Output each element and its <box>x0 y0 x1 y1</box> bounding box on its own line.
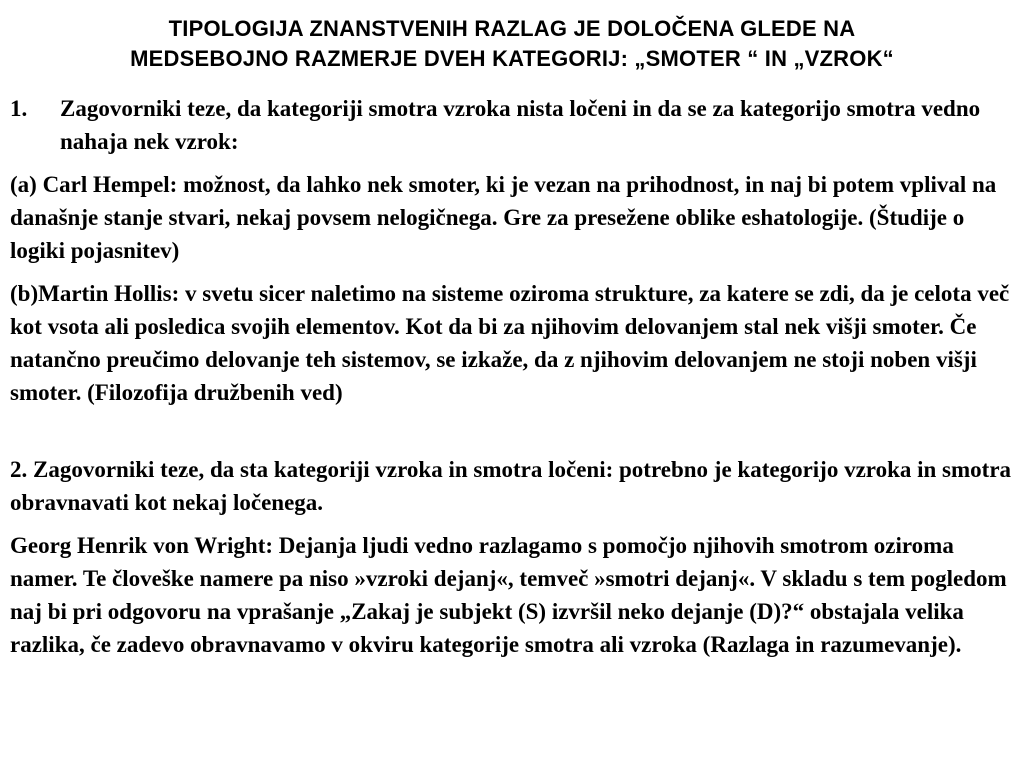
spacer <box>10 419 1014 453</box>
point-1 <box>10 92 1014 158</box>
slide-title <box>0 14 1024 74</box>
slide-body <box>10 92 1014 671</box>
paragraph-von-wright: Georg Henrik von Wright: Dejanja ljudi vedno razlagamo s pomočjo njihovih smotrom oziroma namer. Te človeške namere pa niso »vzroki dejanj«, temveč »smotri dejanj«. V skladu s tem pogledom naj bi pri odgovoru na vprašanje „Zakaj je subjekt (S) izvršil neko dejanje (D)?“ obstajala velika razlika, če zadevo obravnavamo v okviru kategorije smotra ali vzroka (Razlaga in razumevanje). <box>10 533 1007 657</box>
title-line-1: TIPOLOGIJA ZNANSTVENIH RAZLAG JE DOLOČENA GLEDE NA <box>168 16 856 41</box>
point-1-number: 1. <box>10 96 28 121</box>
paragraph-hempel: (a) Carl Hempel: možnost, da lahko nek smoter, ki je vezan na prihodnost, in naj bi potem vplival na današnje stanje stvari, nekaj povsem nelogičnega. Gre za presežene oblike eshatologije. (Študije o logiki pojasnitev) <box>10 172 997 263</box>
paragraph-hollis: (b)Martin Hollis: v svetu sicer naletimo na sisteme oziroma strukture, za katere se zdi, da je celota več kot vsota ali posledica svojih elementov. Kot da bi za njihovim delovanjem stal nek višji smoter. Če natančno preučimo delovanje teh sistemov, se izkaže, da z njihovim delovanjem ne stoji noben višji smoter. (Filozofija družbenih ved) <box>10 281 1010 405</box>
point-1-text: Zagovorniki teze, da kategoriji smotra vzroka nista ločeni in da se za kategorijo smotra vedno nahaja nek vzrok: <box>60 96 981 154</box>
title-line-2: MEDSEBOJNO RAZMERJE DVEH KATEGORIJ: „SMOTER “ IN „VZROK“ <box>130 46 894 71</box>
point-2: 2. Zagovorniki teze, da sta kategoriji vzroka in smotra ločeni: potrebno je kategorijo vzroka in smotra obravnavati kot nekaj ločenega. <box>10 457 1012 515</box>
